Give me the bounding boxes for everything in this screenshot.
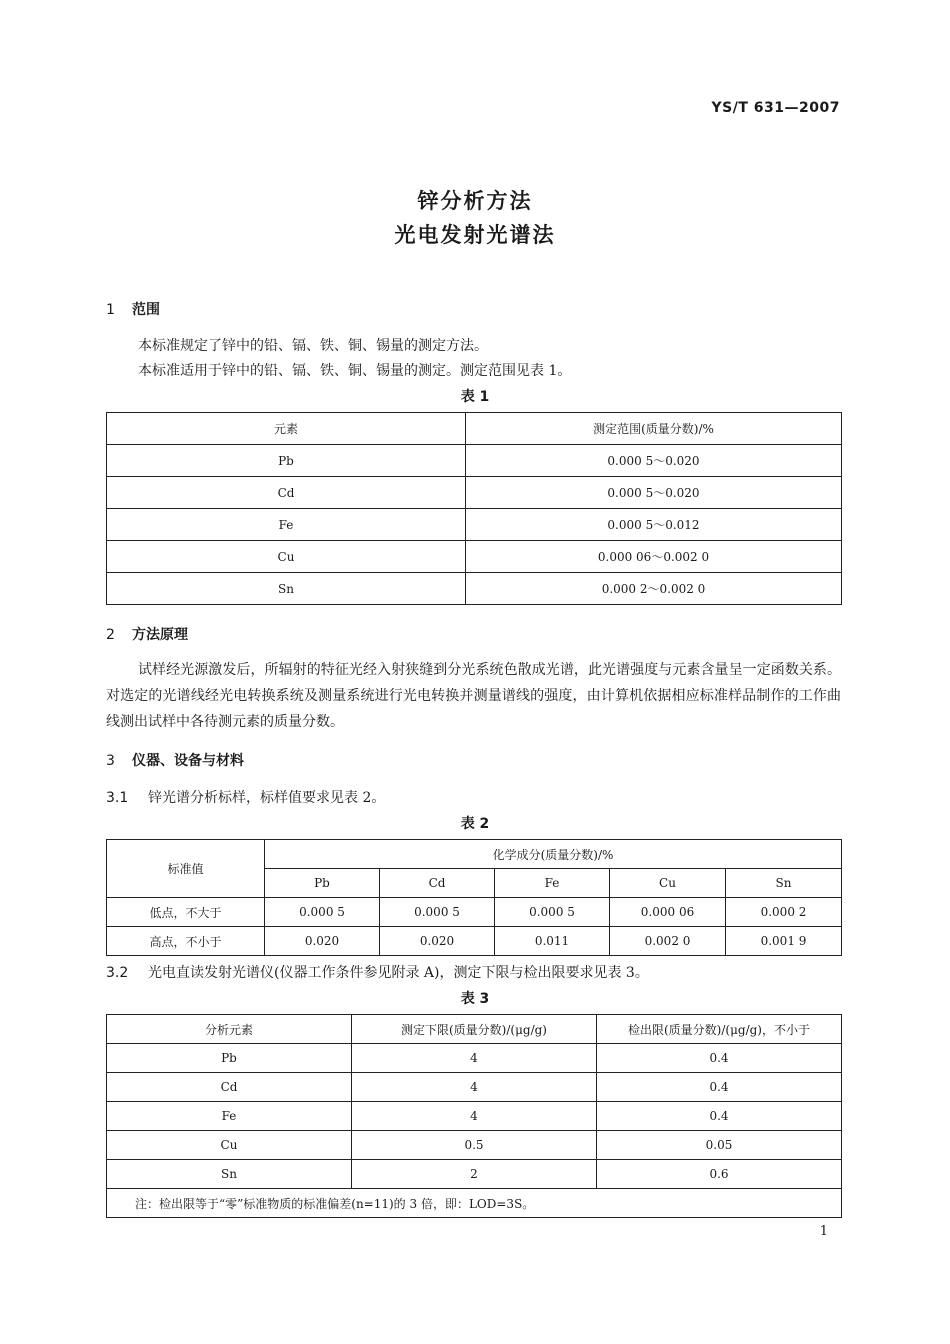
table-cell: 2 [352,1160,597,1189]
table-row [107,509,842,541]
section-number: 1 [106,302,115,318]
table-cell: 0.020 [265,927,380,956]
section-2-heading [106,624,188,644]
table-cell: Cd [107,477,466,509]
table-cell: Cu [107,1131,352,1160]
page-number: 1 [819,1224,828,1239]
subsection-3-2 [106,962,649,982]
section-1-heading [106,299,160,319]
table-cell: 0.000 5～0.020 [466,477,842,509]
table-cell: Sn [107,1160,352,1189]
standard-number: YS/T 631—2007 [711,100,840,116]
table-row [107,1160,842,1189]
table-cell: Pb [107,445,466,477]
section-2-paragraph: 试样经光源激发后，所辐射的特征光经入射狭缝到分光系统色散成光谱，此光谱强度与元素含量呈一定函数关系。对选定的光谱线经光电转换系统及测量系统进行光电转换并测量谱线的强度，由计算机依据相应标准样品制作的工作曲线测出试样中各待测元素的质量分数。 [106,662,841,730]
table-cell: 0.4 [597,1102,842,1131]
table-header-cell: Cd [380,869,495,898]
table-3 [106,1014,842,1218]
table-cell: 0.000 5～0.020 [466,445,842,477]
table-2 [106,839,842,956]
table-cell: Pb [107,1044,352,1073]
table-cell: 0.020 [380,927,495,956]
table-cell: Fe [107,509,466,541]
subsection-text: 锌光谱分析标样，标样值要求见表 2。 [148,790,386,806]
table-cell: 4 [352,1044,597,1073]
table-row [107,1131,842,1160]
section-1-paragraph-1: 本标准规定了锌中的铅、镉、铁、铜、锡量的测定方法。 [138,338,488,354]
table-cell: 0.000 06 [610,898,726,927]
section-title: 仪器、设备与材料 [132,753,244,769]
subsection-3-1 [106,787,385,807]
table-row [107,927,842,956]
table-cell: Fe [107,1102,352,1131]
table-cell: 0.000 2 [726,898,842,927]
table-header-cell: Fe [495,869,610,898]
table-row [107,445,842,477]
table-cell: 0.000 5 [380,898,495,927]
table-cell: 0.6 [597,1160,842,1189]
table-3-caption: 表 3 [460,991,490,1007]
table-cell: Cu [107,541,466,573]
table-cell: 4 [352,1073,597,1102]
table-cell: 0.000 5～0.012 [466,509,842,541]
table-cell: Sn [107,573,466,605]
table-cell: 0.002 0 [610,927,726,956]
table-group-header: 化学成分(质量分数)/% [265,840,842,869]
table-cell: 0.000 06～0.002 0 [466,541,842,573]
table-row [107,1102,842,1131]
table-cell: 0.011 [495,927,610,956]
document-title: 锌分析方法 [417,189,533,213]
table-header-cell: Sn [726,869,842,898]
table-header-cell: 测定下限(质量分数)/(μg/g) [352,1015,597,1044]
table-row [107,898,842,927]
table-1-caption: 表 1 [460,389,490,405]
table-corner-header: 标准值 [107,840,265,898]
section-title: 范围 [132,302,160,318]
table-row [107,573,842,605]
row-label: 低点，不大于 [107,898,265,927]
table-header-cell: 测定范围(质量分数)/% [466,413,842,445]
table-1 [106,412,842,605]
section-1-paragraph-2: 本标准适用于锌中的铅、镉、铁、铜、锡量的测定。测定范围见表 1。 [138,363,572,379]
table-header-cell: 元素 [107,413,466,445]
section-title: 方法原理 [132,627,188,643]
table-note: 注：检出限等于“零”标准物质的标准偏差(n=11)的 3 倍，即：LOD=3S。 [107,1189,842,1218]
table-row [107,541,842,573]
table-cell: 0.5 [352,1131,597,1160]
table-cell: 0.4 [597,1073,842,1102]
table-cell: 0.000 5 [265,898,380,927]
subsection-number: 3.2 [106,965,129,981]
document-subtitle: 光电发射光谱法 [394,223,556,247]
table-row [107,1044,842,1073]
table-cell: Cd [107,1073,352,1102]
table-row [107,1073,842,1102]
section-number: 3 [106,753,115,769]
row-label: 高点，不小于 [107,927,265,956]
table-cell: 0.000 2～0.002 0 [466,573,842,605]
table-2-caption: 表 2 [460,816,490,832]
section-3-heading [106,750,244,770]
table-header-cell: Pb [265,869,380,898]
table-row [107,477,842,509]
table-cell: 4 [352,1102,597,1131]
table-header-cell: 分析元素 [107,1015,352,1044]
subsection-text: 光电直读发射光谱仪(仪器工作条件参见附录 A)，测定下限与检出限要求见表 3。 [148,965,649,981]
section-number: 2 [106,627,115,643]
table-cell: 0.4 [597,1044,842,1073]
table-cell: 0.000 5 [495,898,610,927]
table-cell: 0.05 [597,1131,842,1160]
table-header-cell: 检出限(质量分数)/(μg/g)，不小于 [597,1015,842,1044]
table-header-cell: Cu [610,869,726,898]
table-cell: 0.001 9 [726,927,842,956]
subsection-number: 3.1 [106,790,129,806]
